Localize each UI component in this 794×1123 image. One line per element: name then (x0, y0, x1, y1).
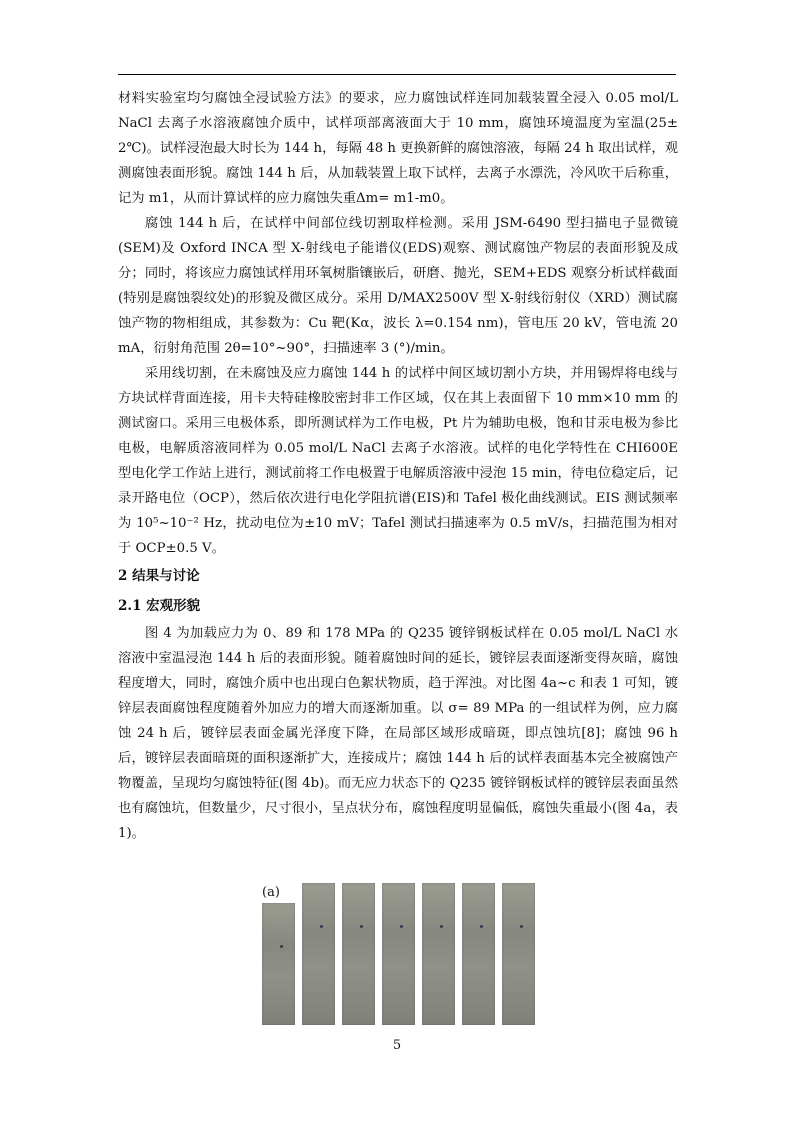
paragraph-electrochemical: 采用线切割，在未腐蚀及应力腐蚀 144 h 的试样中间区域切割小方块，并用锡焊将电线与方块试样背面连接，用卡夫特硅橡胶密封非工作区域，仅在其上表面留下 10 mm×10 mm 的测试窗口。采用三电极体系，即所测试样为工作电极，Pt 片为辅助电极，饱和甘汞电极为参比电极，电解质溶液同样为 0.05 mol/L NaCl 去离子水溶液。试样的电化学特性在 CHI600E 型电化学工作站上进行，测试前将工作电极置于电解质溶液中浸泡 15 min，待电位稳定后，记录开路电位（OCP），然后依次进行电化学阻抗谱(EIS)和 Tafel 极化曲线测试。EIS 测试频率为 10⁵~10⁻² Hz，扰动电位为±10 mV；Tafel 测试扫描速率为 0.5 mV/s，扫描范围为相对于 OCP±0.5 V。 (118, 366, 678, 556)
specimen-photo (502, 883, 535, 1025)
specimen-photo (342, 883, 375, 1025)
specimen-photo (422, 883, 455, 1025)
page-body (118, 86, 678, 846)
paragraph-sem-eds-xrd: 腐蚀 144 h 后，在试样中间部位线切割取样检测。采用 JSM-6490 型扫描电子显微镜(SEM)及 Oxford INCA 型 X-射线电子能谱仪(EDS)观察、测试腐蚀产物层的表面形貌及成分；同时，将该应力腐蚀试样用环氧树脂镶嵌后，研磨、抛光，SEM+EDS 观察分析试样截面(特别是腐蚀裂纹处)的形貌及微区成分。采用 D/MAX2500V 型 X-射线衍射仪（XRD）测试腐蚀产物的物相组成，其参数为：Cu 靶(Kα，波长 λ=0.154 nm)，管电压 20 kV，管电流 20 mA，衍射角范围 2θ=10°~90°，扫描速率 3 (°)/min。 (118, 216, 678, 356)
header-rule (118, 74, 676, 75)
specimen-photo (262, 903, 295, 1025)
paragraph-macro-morphology: 图 4 为加载应力为 0、89 和 178 MPa 的 Q235 镀锌钢板试样在 0.05 mol/L NaCl 水溶液中室温浸泡 144 h 后的表面形貌。随着腐蚀时间的延长，镀锌层表面逐渐变得灰暗，腐蚀程度增大，同时，腐蚀介质中也出现白色絮状物质，趋于浑浊。对比图 4a~c 和表 1 可知，镀锌层表面腐蚀程度随着外加应力的增大而逐渐加重。以 σ= 89 MPa 的一组试样为例，应力腐蚀 24 h 后，镀锌层表面金属光泽度下降，在局部区域形成暗斑，即点蚀坑[8]；腐蚀 96 h 后，镀锌层表面暗斑的面积逐渐扩大，连接成片；腐蚀 144 h 后的试样表面基本完全被腐蚀产物覆盖，呈现均匀腐蚀特征(图 4b)。而无应力状态下的 Q235 镀锌钢板试样的镀锌层表面虽然也有腐蚀坑，但数量少，尺寸很小，呈点状分布，腐蚀程度明显偏低，腐蚀失重最小(图 4a，表 1)。 (118, 626, 678, 841)
figure-panel-label: (a) (262, 885, 280, 900)
paragraph-test-method: 材料实验室均匀腐蚀全浸试验方法》的要求，应力腐蚀试样连同加载装置全浸入 0.05 mol/L NaCl 去离子水溶液腐蚀介质中，试样项部离液面大于 10 mm，腐蚀环境温度为室温(25± 2℃)。试样浸泡最大时长为 144 h，每隔 48 h 更换新鲜的腐蚀溶液，每隔 24 h 取出试样，观测腐蚀表面形貌。腐蚀 144 h 后，从加载装置上取下试样，去离子水漂洗，冷风吹干后称重，记为 m1，从而计算试样的应力腐蚀失重Δm= m1-m0。 (118, 91, 678, 206)
section-heading: 2 结果与讨论 (118, 568, 200, 584)
subsection-heading: 2.1 宏观形貌 (118, 598, 201, 614)
specimen-photo (302, 883, 335, 1025)
figure-4a (262, 883, 538, 1025)
specimen-photo (382, 883, 415, 1025)
page-number: 5 (392, 1038, 402, 1053)
specimen-photo (462, 883, 495, 1025)
